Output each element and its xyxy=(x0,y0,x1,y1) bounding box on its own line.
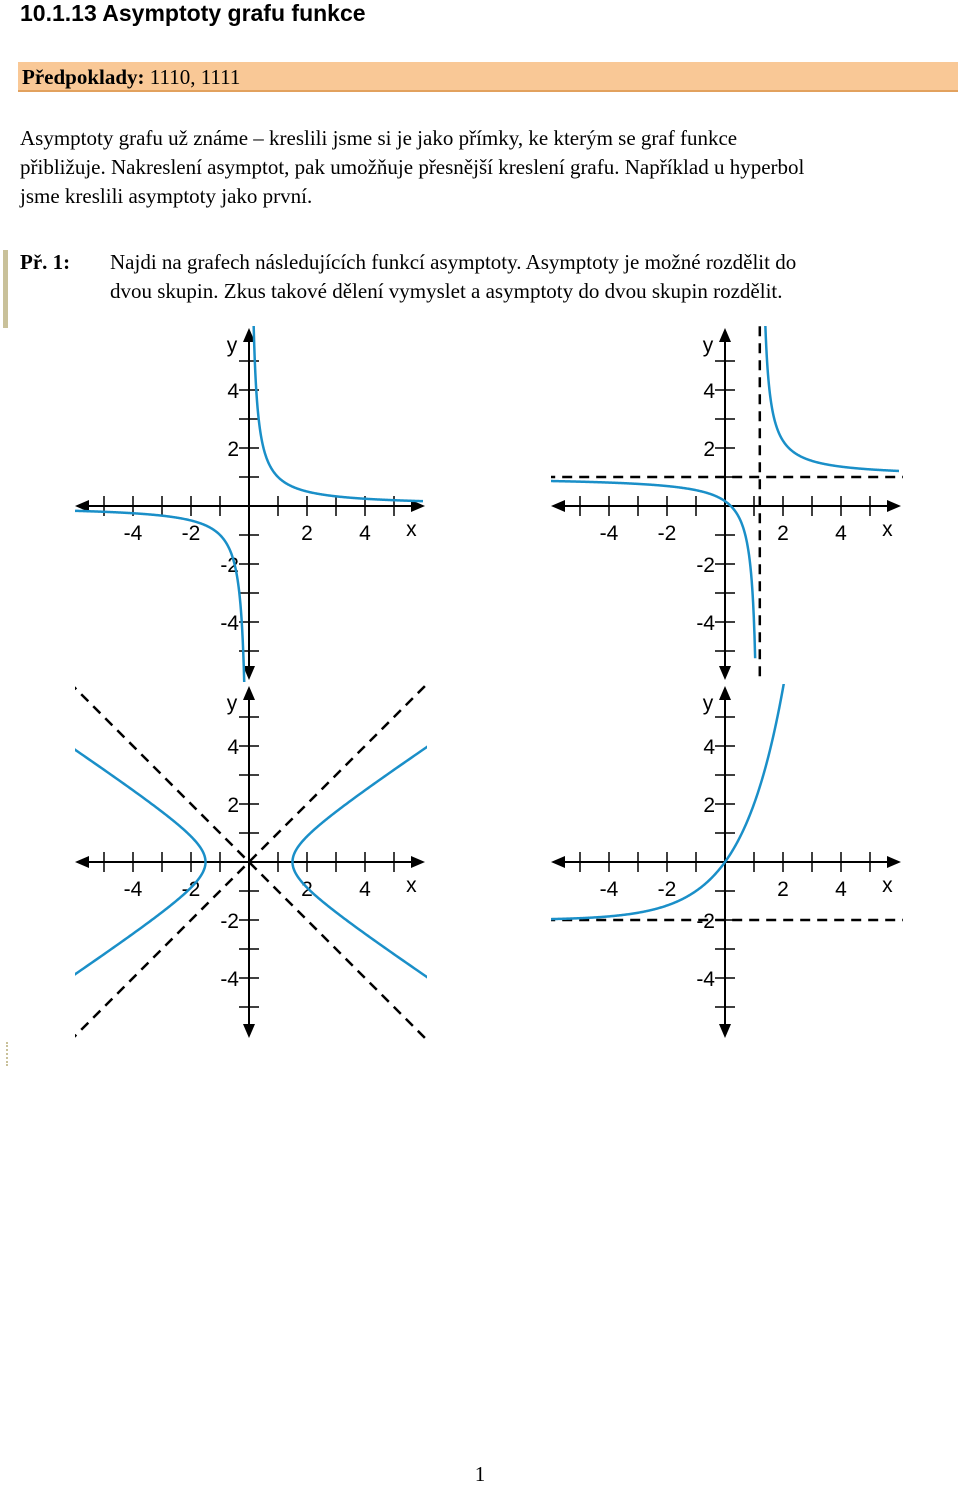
x-axis-arrow-left xyxy=(551,856,565,868)
intro-line: jsme kreslili asymptoty jako první. xyxy=(20,184,313,208)
y-tick-label: -2 xyxy=(220,910,239,933)
y-tick-label: 4 xyxy=(227,380,239,403)
x-tick-label: -4 xyxy=(123,522,143,545)
x-tick-label: -2 xyxy=(181,878,201,901)
page-number: 1 xyxy=(474,1462,486,1486)
y-tick-label: -2 xyxy=(220,554,239,577)
y-tick-label: -4 xyxy=(220,968,239,991)
x-tick-label: 2 xyxy=(777,878,789,901)
intro-line: přibližuje. Nakreslení asymptot, pak umožňuje přesnější kreslení grafu. Například u hyperbol xyxy=(20,155,805,179)
y-tick-label: 2 xyxy=(703,794,715,817)
y-tick-label: -4 xyxy=(696,612,715,635)
y-tick-label: 4 xyxy=(227,736,239,759)
x-tick-label: -4 xyxy=(123,878,143,901)
y-axis-label: y xyxy=(702,334,714,357)
y-axis-label: y xyxy=(226,334,238,357)
y-tick-label: 4 xyxy=(703,380,715,403)
y-tick-label: -4 xyxy=(696,968,715,991)
curve-branch-right xyxy=(254,326,423,501)
intro-paragraph xyxy=(20,124,950,211)
y-tick-label: 4 xyxy=(703,736,715,759)
x-axis-label: x xyxy=(406,518,417,541)
hyperbola-branch-left xyxy=(0,668,205,1046)
x-axis-arrow-right xyxy=(887,500,901,512)
x-tick-label: -2 xyxy=(657,878,677,901)
y-axis-label: y xyxy=(226,692,238,715)
x-tick-label: 4 xyxy=(835,878,847,901)
example-text xyxy=(110,248,955,306)
prerequisites-value: 1110, 1111 xyxy=(149,65,241,89)
x-tick-label: -2 xyxy=(657,522,677,545)
x-axis-arrow-left xyxy=(75,856,89,868)
x-axis-label: x xyxy=(882,874,893,897)
y-tick-label: 2 xyxy=(703,438,715,461)
x-tick-label: -4 xyxy=(599,522,619,545)
margin-dots xyxy=(6,1042,8,1066)
y-axis-arrow-up xyxy=(719,686,731,700)
x-tick-label: 2 xyxy=(301,522,313,545)
margin-bar xyxy=(3,250,8,328)
y-tick-label: 2 xyxy=(227,794,239,817)
y-axis-arrow-up xyxy=(243,686,255,700)
x-tick-label: 2 xyxy=(301,878,313,901)
y-axis-arrow-down xyxy=(719,1024,731,1038)
x-tick-label: 4 xyxy=(359,878,371,901)
x-tick-label: -2 xyxy=(181,522,201,545)
graphs-area xyxy=(0,326,960,1046)
example-line: Najdi na grafech následujících funkcí asymptoty. Asymptoty je možné rozdělit do xyxy=(110,250,797,274)
hyperbola-branch-right xyxy=(293,668,544,1046)
x-tick-label: 2 xyxy=(777,522,789,545)
example-line: dvou skupin. Zkus takové dělení vymyslet a asymptoty do dvou skupin rozdělit. xyxy=(110,279,783,303)
y-axis-arrow-down xyxy=(243,1024,255,1038)
y-tick-label: -2 xyxy=(696,554,715,577)
x-tick-label: 4 xyxy=(835,522,847,545)
intro-line: Asymptoty grafu už známe – kreslili jsme si je jako přímky, ke kterým se graf funkce xyxy=(20,126,738,150)
x-axis-label: x xyxy=(882,518,893,541)
prerequisites-bar xyxy=(18,62,958,92)
y-axis-label: y xyxy=(702,692,714,715)
y-tick-label: -2 xyxy=(696,910,715,933)
x-tick-label: -4 xyxy=(599,878,619,901)
y-axis-arrow-up xyxy=(719,328,731,342)
curve-branch-left xyxy=(75,511,244,687)
x-axis-arrow-right xyxy=(887,856,901,868)
y-tick-label: 2 xyxy=(227,438,239,461)
prerequisites-label: Předpoklady: xyxy=(22,65,145,89)
curve-branch-right xyxy=(764,326,899,471)
x-axis-arrow-right xyxy=(411,856,425,868)
example-label: Př. 1: xyxy=(20,250,71,274)
x-tick-label: 4 xyxy=(359,522,371,545)
y-tick-label: -4 xyxy=(220,612,239,635)
x-axis-label: x xyxy=(406,874,417,897)
page-title: 10.1.13 Asymptoty grafu funkce xyxy=(20,0,366,26)
y-axis-arrow-down xyxy=(719,666,731,680)
x-axis-arrow-left xyxy=(551,500,565,512)
